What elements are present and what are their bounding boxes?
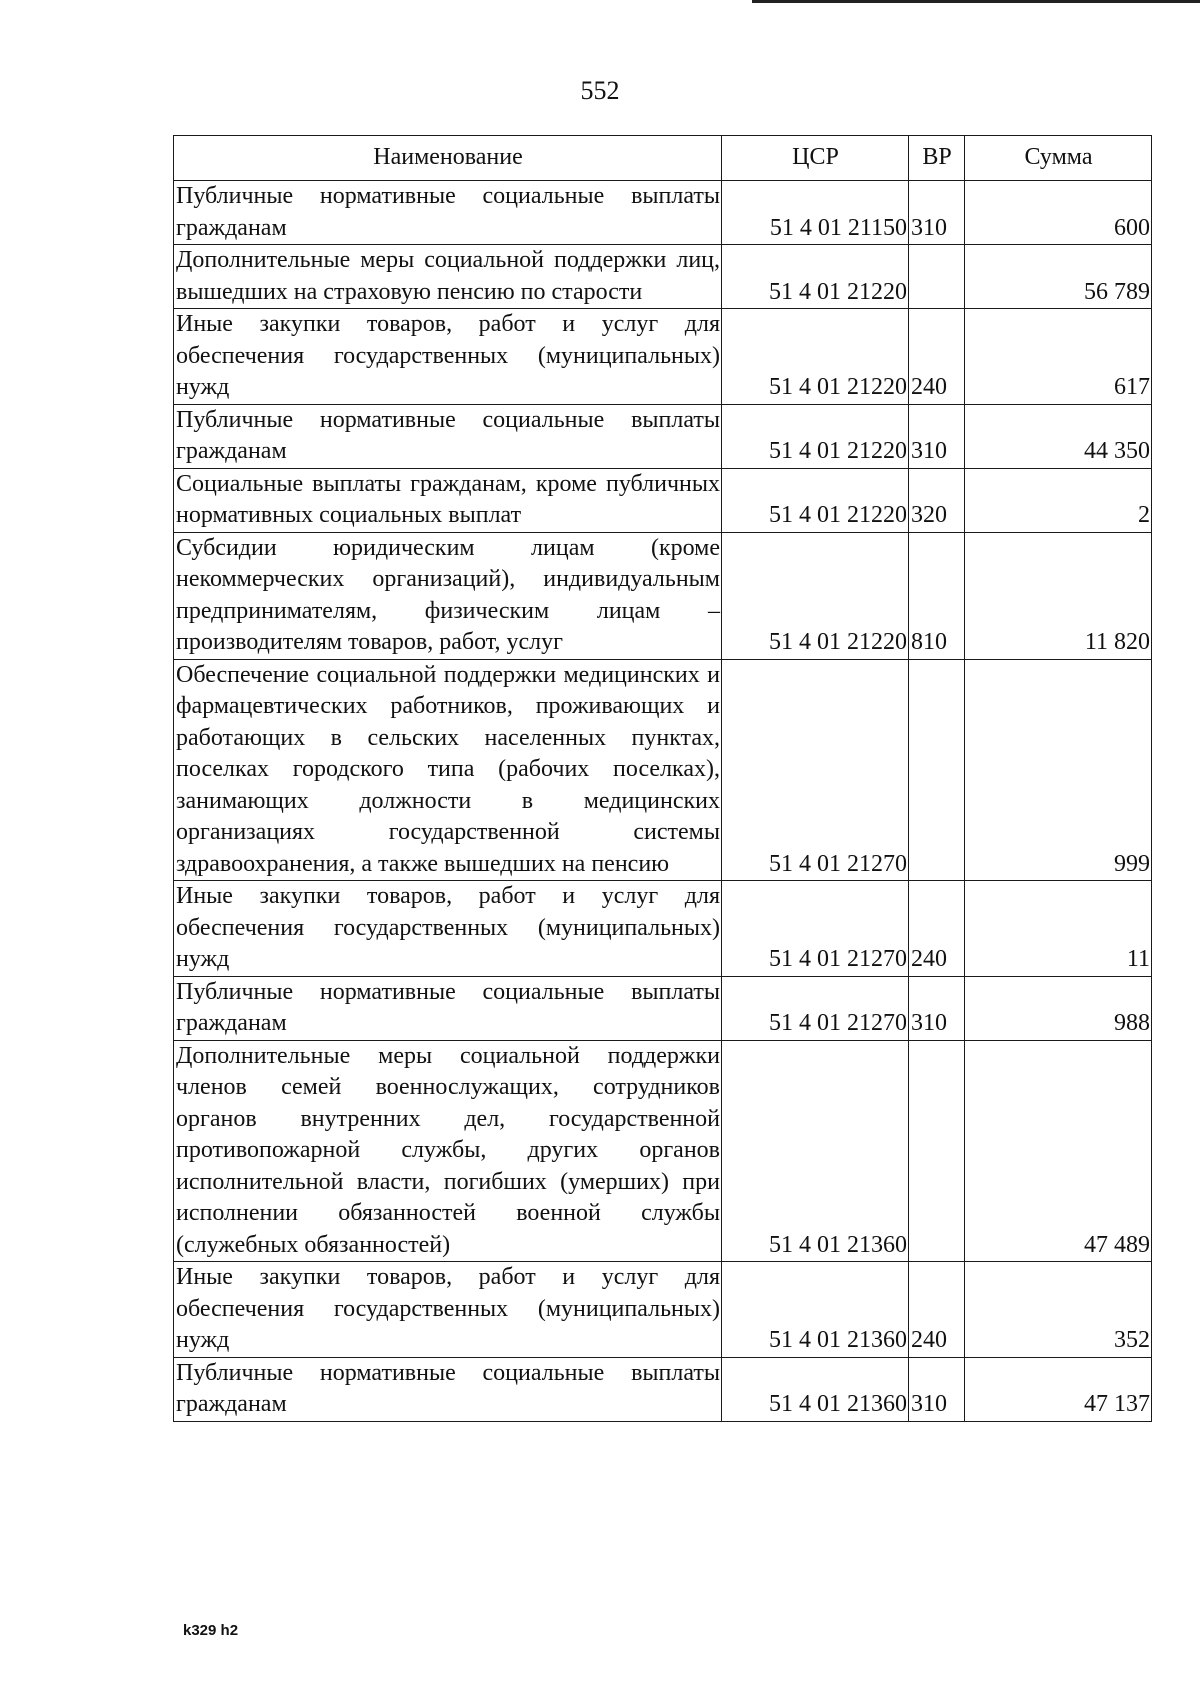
row-sum-cell: 11 [965,881,1152,977]
row-csr-cell: 51 4 01 21220 [722,532,909,659]
row-name-cell: Социальные выплаты гражданам, кроме публичных нормативных социальных выплат [174,468,722,532]
row-vr-cell: 310 [909,404,965,468]
row-vr-cell: 310 [909,1357,965,1421]
top-edge-rule [752,0,1200,3]
row-csr-cell: 51 4 01 21270 [722,976,909,1040]
row-vr-cell [909,245,965,309]
row-sum-cell: 11 820 [965,532,1152,659]
table-row [174,468,1152,532]
row-csr-cell: 51 4 01 21150 [722,181,909,245]
row-name-cell: Публичные нормативные социальные выплаты гражданам [174,404,722,468]
row-csr-cell: 51 4 01 21360 [722,1357,909,1421]
table-row [174,309,1152,405]
row-name-cell: Иные закупки товаров, работ и услуг для обеспечения государственных (муниципальных) нужд [174,1262,722,1358]
row-name-cell: Дополнительные меры социальной поддержки членов семей военнослужащих, сотрудников органов внутренних дел, государственной противопожарной службы, других органов исполнительной власти, погибших (умерших) при исполнении обязанностей военной службы (служебных обязанностей) [174,1040,722,1262]
budget-table [173,135,1152,1422]
row-name-cell: Субсидии юридическим лицам (кроме некоммерческих организаций), индивидуальным предпринимателям, физическим лицам – производителям товаров, работ, услуг [174,532,722,659]
row-sum-cell: 617 [965,309,1152,405]
table-row [174,659,1152,881]
row-sum-cell: 47 489 [965,1040,1152,1262]
row-vr-cell: 240 [909,309,965,405]
row-sum-cell: 47 137 [965,1357,1152,1421]
row-csr-cell: 51 4 01 21270 [722,659,909,881]
table-row [174,404,1152,468]
row-name-cell: Иные закупки товаров, работ и услуг для обеспечения государственных (муниципальных) нужд [174,881,722,977]
table-header [174,136,1152,181]
row-csr-cell: 51 4 01 21220 [722,309,909,405]
table-row [174,1262,1152,1358]
table-row [174,532,1152,659]
row-name-cell: Публичные нормативные социальные выплаты гражданам [174,976,722,1040]
row-sum-cell: 352 [965,1262,1152,1358]
row-sum-cell: 600 [965,181,1152,245]
row-name-cell: Обеспечение социальной поддержки медицинских и фармацевтических работников, проживающих и работающих в сельских населенных пунктах, поселках городского типа (рабочих поселках), занимающих должности в медицинских организациях государственной системы здравоохранения, а также вышедших на пенсию [174,659,722,881]
row-csr-cell: 51 4 01 21360 [722,1262,909,1358]
row-name-cell: Иные закупки товаров, работ и услуг для обеспечения государственных (муниципальных) нужд [174,309,722,405]
row-sum-cell: 988 [965,976,1152,1040]
header-name: Наименование [174,136,722,181]
page-number: 552 [580,76,620,105]
row-vr-cell: 240 [909,1262,965,1358]
row-vr-cell: 240 [909,881,965,977]
row-vr-cell: 310 [909,181,965,245]
table-body [174,181,1152,1422]
row-name-cell: Публичные нормативные социальные выплаты гражданам [174,1357,722,1421]
row-sum-cell: 44 350 [965,404,1152,468]
row-csr-cell: 51 4 01 21220 [722,468,909,532]
header-vr: ВР [909,136,965,181]
table-row [174,976,1152,1040]
row-vr-cell: 810 [909,532,965,659]
row-csr-cell: 51 4 01 21270 [722,881,909,977]
header-row [174,136,1152,181]
header-csr: ЦСР [722,136,909,181]
row-name-cell: Публичные нормативные социальные выплаты гражданам [174,181,722,245]
table-row [174,1040,1152,1262]
row-csr-cell: 51 4 01 21220 [722,245,909,309]
row-sum-cell: 2 [965,468,1152,532]
footer-code: k329 h2 [183,1622,239,1639]
row-vr-cell [909,659,965,881]
row-name-cell: Дополнительные меры социальной поддержки лиц, вышедших на страховую пенсию по старости [174,245,722,309]
row-csr-cell: 51 4 01 21360 [722,1040,909,1262]
row-vr-cell: 320 [909,468,965,532]
table-row [174,1357,1152,1421]
row-vr-cell [909,1040,965,1262]
table-row [174,881,1152,977]
table-row [174,181,1152,245]
row-vr-cell: 310 [909,976,965,1040]
header-sum: Сумма [965,136,1152,181]
row-sum-cell: 999 [965,659,1152,881]
row-sum-cell: 56 789 [965,245,1152,309]
table-row [174,245,1152,309]
row-csr-cell: 51 4 01 21220 [722,404,909,468]
